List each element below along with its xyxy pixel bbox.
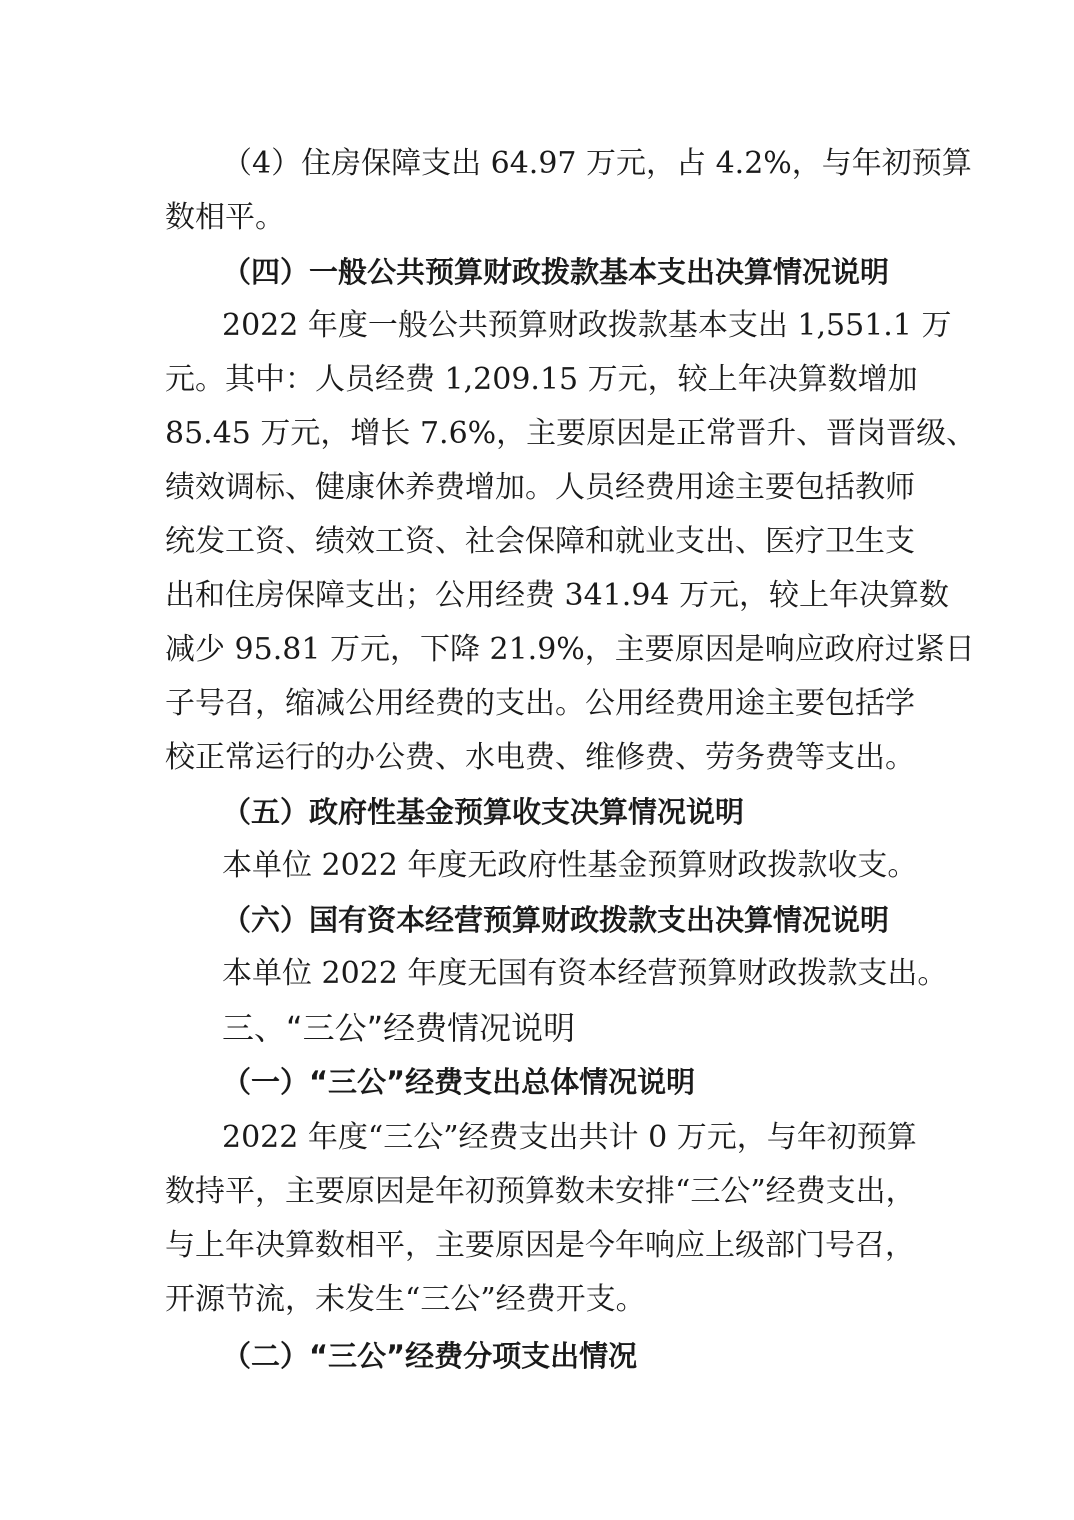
heading-basic-expenditure: （四）一般公共预算财政拨款基本支出决算情况说明 [222,255,890,289]
basic-expenditure-line-6: 出和住房保障支出；公用经费 341.94 万元，较上年决算数 [165,578,950,613]
basic-expenditure-line-3: 85.45 万元，增长 7.6%，主要原因是正常晋升、晋岗晋级、 [165,416,977,451]
housing-expense-line-1: （4）住房保障支出 64.97 万元，占 4.2%，与年初预算 [222,146,972,181]
basic-expenditure-line-1: 2022 年度一般公共预算财政拨款基本支出 1,551.1 万 [222,308,952,343]
basic-expenditure-line-2: 元。其中：人员经费 1,209.15 万元，较上年决算数增加 [165,362,918,397]
basic-expenditure-line-8: 子号召，缩减公用经费的支出。公用经费用途主要包括学 [165,686,915,721]
basic-expenditure-line-5: 统发工资、绩效工资、社会保障和就业支出、医疗卫生支 [165,524,915,559]
housing-expense-line-2: 数相平。 [165,200,285,235]
heading-government-fund: （五）政府性基金预算收支决算情况说明 [222,795,745,829]
section-heading-three-public: 三、“三公”经费情况说明 [222,1009,576,1047]
state-capital-line: 本单位 2022 年度无国有资本经营预算财政拨款支出。 [222,956,948,991]
heading-three-public-overall: （一）“三公”经费支出总体情况说明 [222,1065,696,1099]
three-public-line-1: 2022 年度“三公”经费支出共计 0 万元，与年初预算 [222,1120,917,1155]
government-fund-line: 本单位 2022 年度无政府性基金预算财政拨款收支。 [222,848,918,883]
three-public-line-4: 开源节流，未发生“三公”经费开支。 [165,1282,646,1317]
heading-state-capital: （六）国有资本经营预算财政拨款支出决算情况说明 [222,903,890,937]
basic-expenditure-line-4: 绩效调标、健康休养费增加。人员经费用途主要包括教师 [165,470,915,505]
heading-three-public-items: （二）“三公”经费分项支出情况 [222,1339,638,1373]
basic-expenditure-line-7: 减少 95.81 万元，下降 21.9%，主要原因是响应政府过紧日 [165,632,975,667]
three-public-line-2: 数持平，主要原因是年初预算数未安排“三公”经费支出， [165,1174,916,1209]
basic-expenditure-line-9: 校正常运行的办公费、水电费、维修费、劳务费等支出。 [165,740,915,775]
three-public-line-3: 与上年决算数相平，主要原因是今年响应上级部门号召， [165,1228,915,1263]
